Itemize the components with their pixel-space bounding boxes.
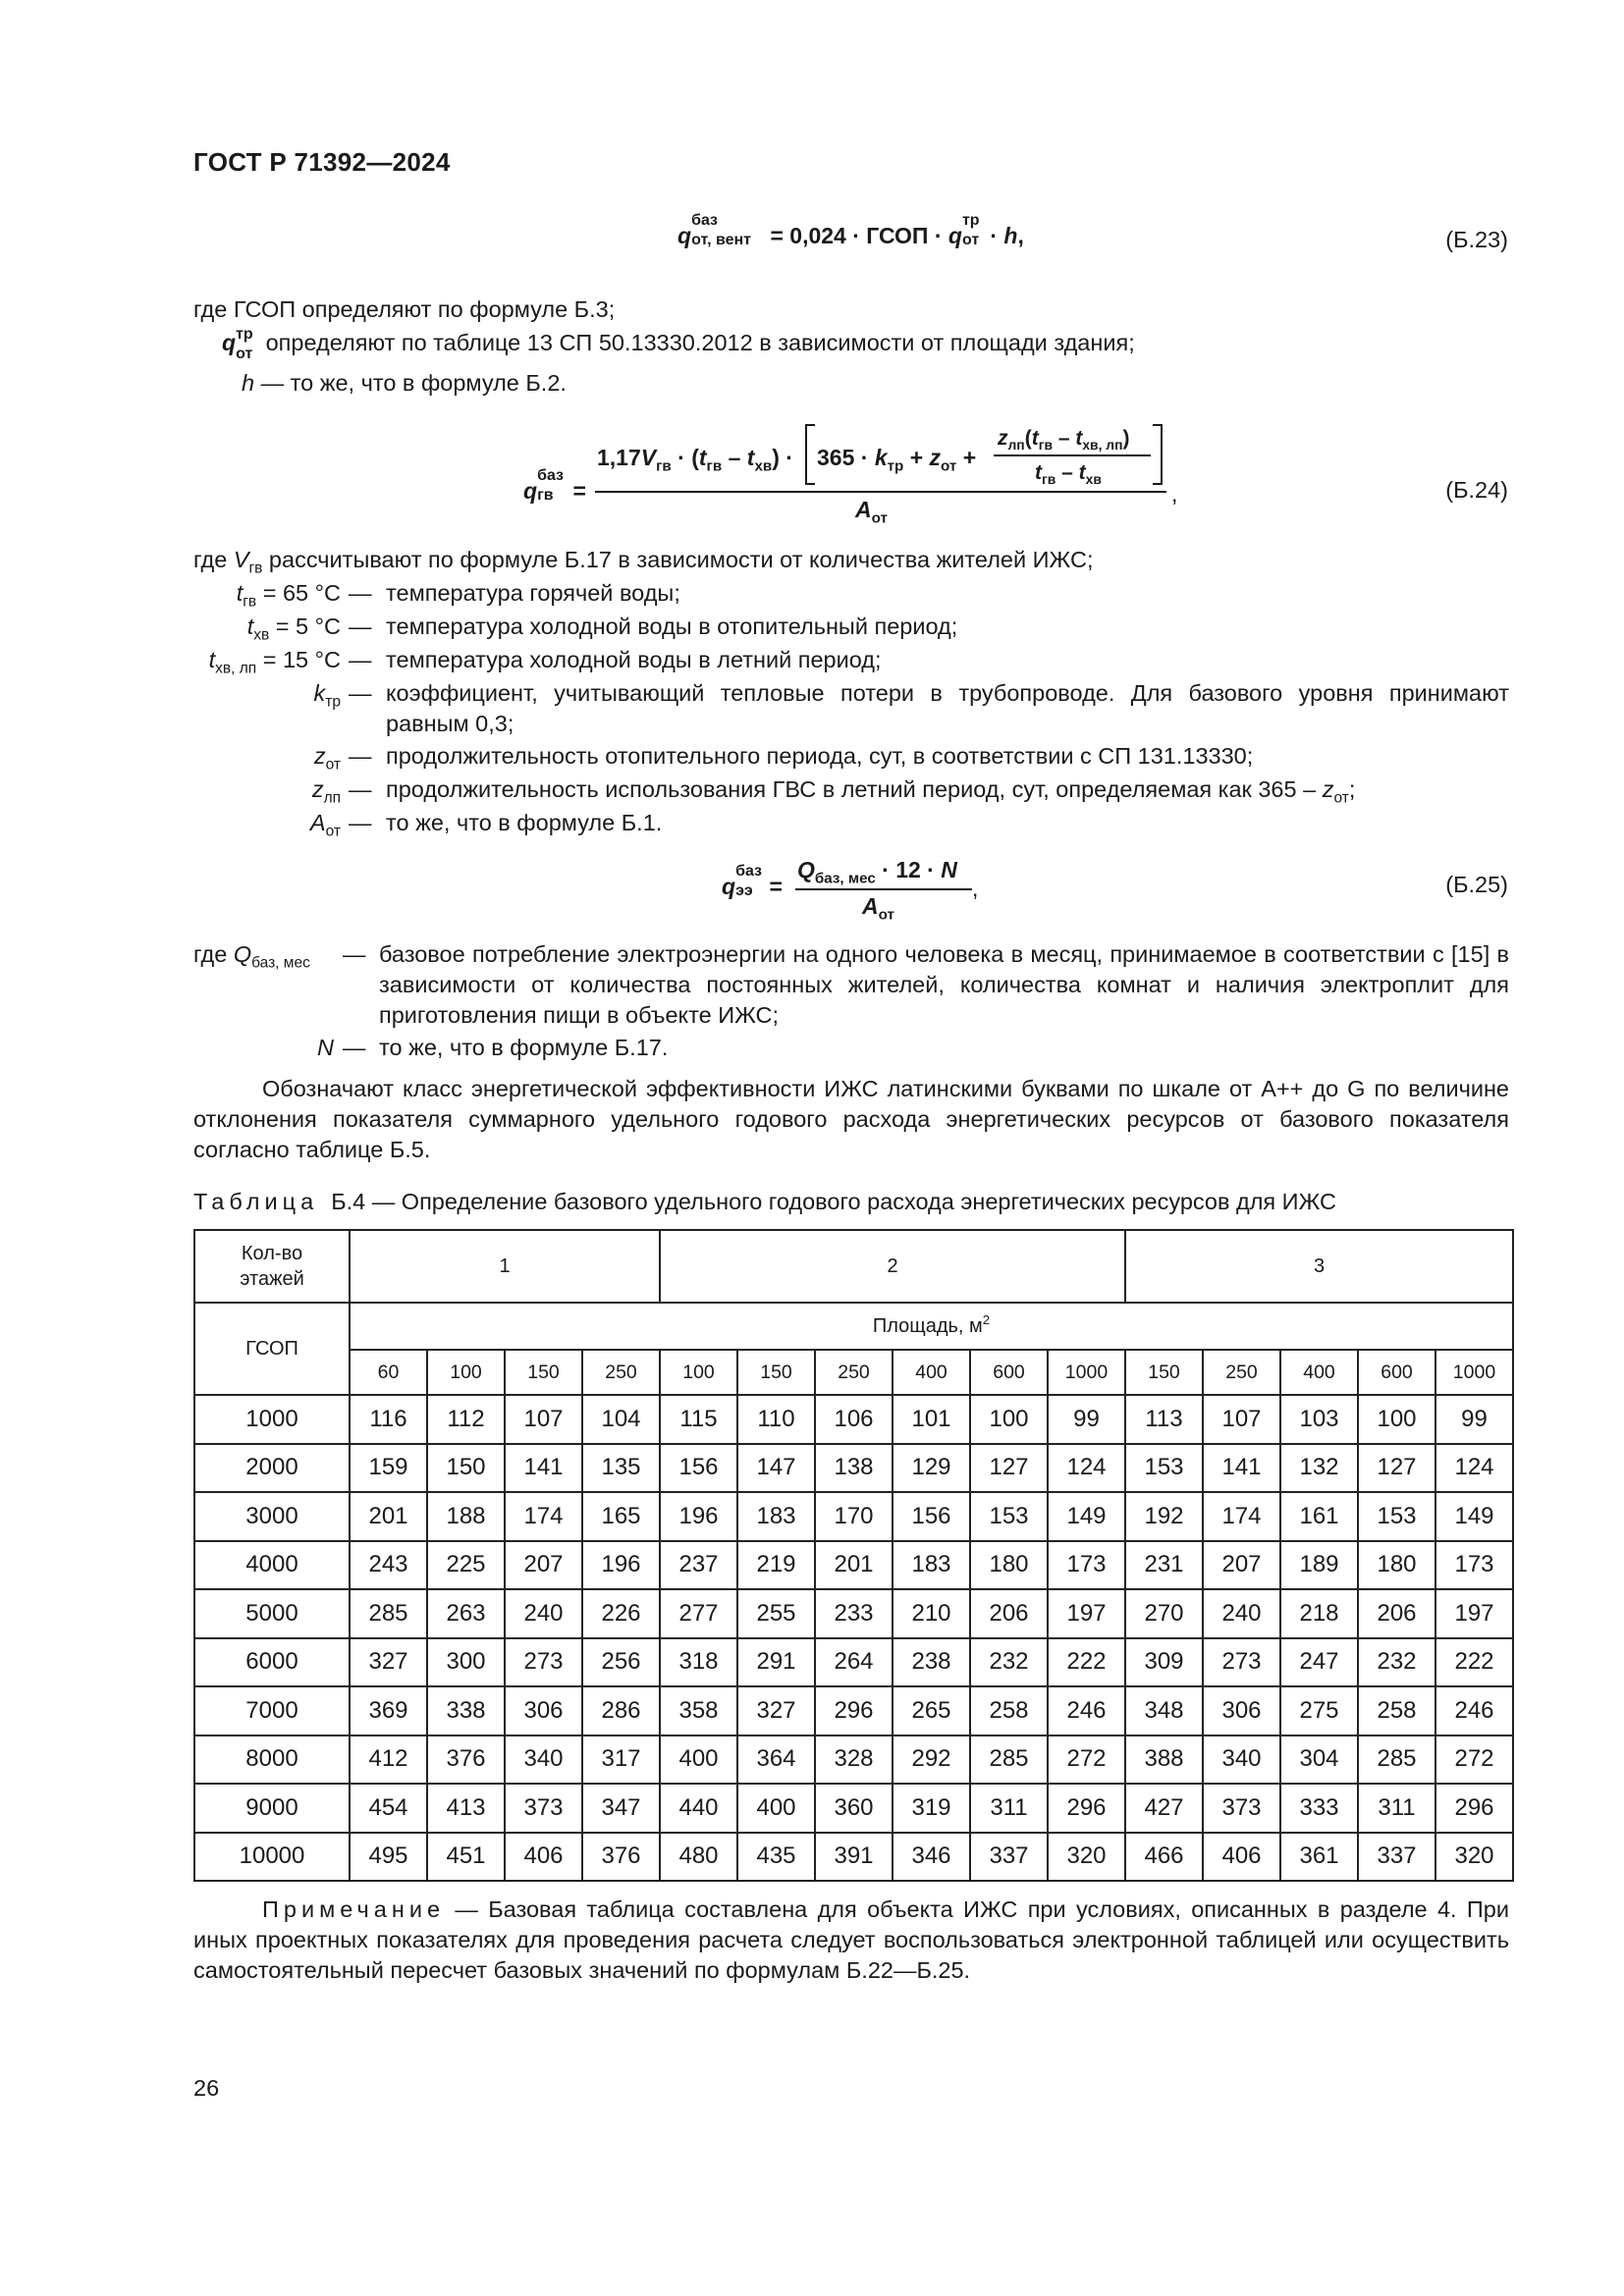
def-dash: —	[349, 680, 372, 706]
gsop-cell: 8000	[194, 1735, 350, 1785]
value-cell: 358	[660, 1686, 737, 1735]
value-cell: 427	[1125, 1784, 1203, 1833]
value-cell: 327	[737, 1686, 815, 1735]
value-cell: 376	[427, 1735, 505, 1785]
value-cell: 156	[660, 1444, 737, 1493]
value-cell: 240	[505, 1589, 582, 1638]
def-text-zlp: продолжительность использования ГВС в летний период, сут, определяемая как 365 –	[386, 776, 1317, 802]
floors-header: 2	[660, 1230, 1125, 1303]
table-row	[194, 1589, 1513, 1638]
formula-b24-bracket-content: $365 \cdot k_{тр} + z_{от}$ +	[817, 445, 977, 475]
def-text: температура холодной воды в отопительный период;	[386, 614, 958, 639]
area-header-cell: 1000	[1048, 1350, 1125, 1395]
value-cell: 304	[1280, 1735, 1358, 1785]
value-cell: 338	[427, 1686, 505, 1735]
para1-line3	[242, 368, 567, 399]
value-cell: 265	[893, 1686, 970, 1735]
value-cell: 346	[893, 1833, 970, 1882]
value-cell: 369	[350, 1686, 427, 1735]
value-cell: 113	[1125, 1395, 1203, 1444]
value-cell: 207	[1203, 1541, 1280, 1590]
value-cell: 273	[505, 1638, 582, 1687]
value-cell: 327	[350, 1638, 427, 1687]
formula-b24-bracket-left	[805, 424, 815, 485]
defs1-intro-b: рассчитывают по формуле Б.17 в зависимости от количества жителей ИЖС;	[262, 547, 1094, 572]
def-dash: —	[349, 580, 372, 606]
value-cell: 99	[1435, 1395, 1513, 1444]
def-symbol: $t_{гв} = 65$ °C	[236, 580, 341, 611]
value-cell: 106	[815, 1395, 893, 1444]
value-cell: 320	[1435, 1833, 1513, 1882]
area-header-cell: 100	[427, 1350, 505, 1395]
value-cell: 311	[1358, 1784, 1435, 1833]
value-cell: 225	[427, 1541, 505, 1590]
value-cell: 127	[1358, 1444, 1435, 1493]
value-cell: 107	[1203, 1395, 1280, 1444]
value-cell: 218	[1280, 1589, 1358, 1638]
table-caption-text: Б.4 — Определение базового удельного годового расхода энергетических ресурсов для ИЖС	[331, 1189, 1336, 1214]
gsop-cell: 7000	[194, 1686, 350, 1735]
value-cell: 291	[737, 1638, 815, 1687]
value-cell: 300	[427, 1638, 505, 1687]
value-cell: 319	[893, 1784, 970, 1833]
table-row	[194, 1395, 1513, 1444]
value-cell: 197	[1435, 1589, 1513, 1638]
gsop-cell: 5000	[194, 1589, 350, 1638]
value-cell: 333	[1280, 1784, 1358, 1833]
gsop-cell: 1000	[194, 1395, 350, 1444]
floors-header: 3	[1125, 1230, 1513, 1303]
value-cell: 192	[1125, 1492, 1203, 1541]
value-cell: 149	[1048, 1492, 1125, 1541]
value-cell: 132	[1280, 1444, 1358, 1493]
area-header-cell: 150	[1125, 1350, 1203, 1395]
value-cell: 480	[660, 1833, 737, 1882]
value-cell: 153	[1358, 1492, 1435, 1541]
defs2-q-text: базовое потребление электроэнергии на одного человека в месяц, принимаемое в соответствии с [15] в зависимости от количества постоянных жителей, количества комнат и наличия электроплит для приготовления пищи в объекте ИЖС;	[379, 941, 1509, 1028]
value-cell: 173	[1435, 1541, 1513, 1590]
area-header-cell: 400	[1280, 1350, 1358, 1395]
value-cell: 100	[1358, 1395, 1435, 1444]
value-cell: 101	[893, 1395, 970, 1444]
value-cell: 240	[1203, 1589, 1280, 1638]
value-cell: 328	[815, 1735, 893, 1785]
value-cell: 100	[970, 1395, 1048, 1444]
para1-line2-text: определяют по таблице 13 СП 50.13330.2012 в зависимости от площади здания;	[265, 330, 1135, 355]
area-header-cell: 250	[1203, 1350, 1280, 1395]
value-cell: 116	[350, 1395, 427, 1444]
value-cell: 273	[1203, 1638, 1280, 1687]
value-cell: 183	[737, 1492, 815, 1541]
value-cell: 277	[660, 1589, 737, 1638]
value-cell: 180	[1358, 1541, 1435, 1590]
value-cell: 466	[1125, 1833, 1203, 1882]
formula-b24-denominator: $A_{от}$	[855, 497, 888, 527]
value-cell: 373	[1203, 1784, 1280, 1833]
area-header-cell: 150	[737, 1350, 815, 1395]
value-cell: 232	[1358, 1638, 1435, 1687]
value-cell: 400	[660, 1735, 737, 1785]
def-symbol: $A_{от}$	[309, 810, 341, 840]
value-cell: 256	[582, 1638, 660, 1687]
formula-b24-inner-fraction-line	[994, 454, 1151, 456]
area-header-cell: 400	[893, 1350, 970, 1395]
table-caption	[193, 1187, 1336, 1217]
value-cell: 174	[505, 1492, 582, 1541]
value-cell: 159	[350, 1444, 427, 1493]
para1-line3-text: — то же, что в формуле Б.2.	[260, 370, 567, 396]
value-cell: 243	[350, 1541, 427, 1590]
value-cell: 173	[1048, 1541, 1125, 1590]
value-cell: 153	[1125, 1444, 1203, 1493]
value-cell: 150	[427, 1444, 505, 1493]
value-cell: 161	[1280, 1492, 1358, 1541]
para1-h-symbol: h	[242, 370, 255, 396]
value-cell: 348	[1125, 1686, 1203, 1735]
def-dash: —	[343, 1035, 366, 1060]
para1-line1: где ГСОП определяют по формуле Б.3;	[193, 296, 616, 322]
value-cell: 435	[737, 1833, 815, 1882]
value-cell: 196	[582, 1541, 660, 1590]
defs2-symbol: где $Q_{баз, мес}$	[193, 941, 310, 972]
value-cell: 285	[1358, 1735, 1435, 1785]
value-cell: 153	[970, 1492, 1048, 1541]
formula-b25-number: (Б.25)	[1445, 872, 1508, 897]
value-cell: 318	[660, 1638, 737, 1687]
value-cell: 99	[1048, 1395, 1125, 1444]
gsop-cell: 10000	[194, 1833, 350, 1882]
value-cell: 104	[582, 1395, 660, 1444]
formula-b25-lhs: q баз ээ =	[722, 863, 783, 899]
def-symbol: $z_{от}$	[313, 743, 341, 774]
value-cell: 337	[1358, 1833, 1435, 1882]
value-cell: 376	[582, 1833, 660, 1882]
value-cell: 174	[1203, 1492, 1280, 1541]
table-row	[194, 1686, 1513, 1735]
value-cell: 233	[815, 1589, 893, 1638]
gsop-cell: 3000	[194, 1492, 350, 1541]
value-cell: 340	[505, 1735, 582, 1785]
defs1-intro-a: где	[193, 547, 234, 572]
value-cell: 246	[1435, 1686, 1513, 1735]
table-row	[194, 1638, 1513, 1687]
value-cell: 141	[505, 1444, 582, 1493]
gsop-cell: 2000	[194, 1444, 350, 1493]
value-cell: 246	[1048, 1686, 1125, 1735]
value-cell: 311	[970, 1784, 1048, 1833]
formula-b24-inner-numerator: $z_{лп}(t_{гв} - t_{хв, лп})$	[998, 427, 1130, 453]
value-cell: 258	[970, 1686, 1048, 1735]
table-row	[194, 1541, 1513, 1590]
value-cell: 219	[737, 1541, 815, 1590]
value-cell: 388	[1125, 1735, 1203, 1785]
area-header-cell: 100	[660, 1350, 737, 1395]
gsop-cell: 6000	[194, 1638, 350, 1687]
paragraph-energy-class: Обозначают класс энергетической эффективности ИЖС латинскими буквами по шкале от A++ до G по величине отклонения показателя суммарного удельного годового расхода энергетических ресурсов от базового показателя согласно таблице Б.5.	[193, 1076, 1509, 1162]
formula-b24-lhs: q баз гв =	[523, 467, 586, 504]
value-cell: 454	[350, 1784, 427, 1833]
value-cell: 320	[1048, 1833, 1125, 1882]
defs2-n-symbol: N	[317, 1035, 334, 1060]
value-cell: 127	[970, 1444, 1048, 1493]
value-cell: 237	[660, 1541, 737, 1590]
gsop-cell: 9000	[194, 1784, 350, 1833]
value-cell: 317	[582, 1735, 660, 1785]
table-row	[194, 1492, 1513, 1541]
value-cell: 231	[1125, 1541, 1203, 1590]
value-cell: 103	[1280, 1395, 1358, 1444]
value-cell: 347	[582, 1784, 660, 1833]
value-cell: 226	[582, 1589, 660, 1638]
value-cell: 197	[1048, 1589, 1125, 1638]
area-header-cell: 150	[505, 1350, 582, 1395]
value-cell: 222	[1048, 1638, 1125, 1687]
value-cell: 406	[1203, 1833, 1280, 1882]
value-cell: 286	[582, 1686, 660, 1735]
value-cell: 138	[815, 1444, 893, 1493]
value-cell: 210	[893, 1589, 970, 1638]
value-cell: 361	[1280, 1833, 1358, 1882]
value-cell: 170	[815, 1492, 893, 1541]
value-cell: 272	[1048, 1735, 1125, 1785]
area-header-cell: 250	[582, 1350, 660, 1395]
value-cell: 156	[893, 1492, 970, 1541]
def-symbol: $t_{хв} = 5$ °C	[246, 614, 341, 644]
value-cell: 206	[970, 1589, 1048, 1638]
def-symbol: $k_{тр}$	[313, 680, 341, 711]
formula-b25-fraction-line	[795, 888, 972, 890]
value-cell: 196	[660, 1492, 737, 1541]
value-cell: 285	[350, 1589, 427, 1638]
formula-b23-number: (Б.23)	[1445, 227, 1508, 252]
value-cell: 400	[737, 1784, 815, 1833]
value-cell: 263	[427, 1589, 505, 1638]
value-cell: 413	[427, 1784, 505, 1833]
value-cell: 406	[505, 1833, 582, 1882]
energy-table	[193, 1229, 1514, 1882]
note-text: — Базовая таблица составлена для объекта ИЖС при условиях, описанных в разделе 4. При иных проектных показателях для проведения расчета следует воспользоваться электронной таблицей или осуществить самостоятельный пересчет базовых значений по формулам Б.22—Б.25.	[193, 1896, 1509, 1983]
value-cell: 360	[815, 1784, 893, 1833]
formula-b24-comma: ,	[1171, 481, 1178, 507]
area-header-cell: 600	[970, 1350, 1048, 1395]
def-symbol: $t_{хв, лп} = 15$ °C	[208, 647, 341, 677]
value-cell: 275	[1280, 1686, 1358, 1735]
value-cell: 112	[427, 1395, 505, 1444]
value-cell: 285	[970, 1735, 1048, 1785]
value-cell: 255	[737, 1589, 815, 1638]
formula-b24-numerator: $1,17V_{гв} \cdot (t_{гв} - t_{хв})$ ·	[597, 445, 793, 475]
value-cell: 201	[815, 1541, 893, 1590]
area-header-cell: 250	[815, 1350, 893, 1395]
value-cell: 373	[505, 1784, 582, 1833]
value-cell: 201	[350, 1492, 427, 1541]
floors-label-cell: Кол-во этажей	[194, 1230, 350, 1303]
formula-b23: q баз от, вент = 0,024 · ГСОП · q тр от · h,	[677, 212, 1024, 248]
floors-header: 1	[350, 1230, 660, 1303]
formula-b25-numerator: $Q_{баз, мес} \cdot 12 \cdot N$	[797, 857, 957, 887]
defs1-intro: где $V_{гв}$ рассчитывают по формуле Б.17 в зависимости от количества жителей ИЖС;	[193, 547, 1094, 577]
table-caption-label: Таблица	[193, 1189, 319, 1214]
value-cell: 206	[1358, 1589, 1435, 1638]
note-label: Примечание	[262, 1896, 446, 1922]
def-text: коэффициент, учитывающий тепловые потери в трубопроводе. Для базового уровня принимают равным 0,3;	[386, 680, 1509, 736]
formula-b25-denominator: $A_{от}$	[862, 893, 894, 924]
value-cell: 129	[893, 1444, 970, 1493]
def-dash: —	[349, 647, 372, 672]
value-cell: 296	[1048, 1784, 1125, 1833]
def-text: продолжительность использования ГВС в летний период, сут, определяемая как $365 - z_{от}$;	[386, 776, 1356, 807]
def-dash: —	[349, 614, 372, 639]
gsop-cell: 4000	[194, 1541, 350, 1590]
def-dash: —	[343, 941, 366, 967]
def-symbol: $z_{лп}$	[311, 776, 341, 807]
area-header-cell: 1000	[1435, 1350, 1513, 1395]
value-cell: 247	[1280, 1638, 1358, 1687]
area-header-cell: 600	[1358, 1350, 1435, 1395]
value-cell: 412	[350, 1735, 427, 1785]
value-cell: 222	[1435, 1638, 1513, 1687]
value-cell: 188	[427, 1492, 505, 1541]
def-dash: —	[349, 776, 372, 802]
page-number: 26	[193, 2075, 220, 2101]
value-cell: 264	[815, 1638, 893, 1687]
value-cell: 451	[427, 1833, 505, 1882]
value-cell: 207	[505, 1541, 582, 1590]
value-cell: 309	[1125, 1638, 1203, 1687]
value-cell: 165	[582, 1492, 660, 1541]
def-text: продолжительность отопительного периода, сут, в соответствии с СП 131.13330;	[386, 743, 1254, 769]
def-dash: —	[349, 743, 372, 769]
value-cell: 135	[582, 1444, 660, 1493]
formula-b24-inner-denominator: $t_{гв} - t_{хв}$	[1035, 461, 1102, 487]
defs2-n-text: то же, что в формуле Б.17.	[379, 1035, 669, 1060]
document-header: ГОСТ Р 71392—2024	[193, 147, 451, 177]
value-cell: 440	[660, 1784, 737, 1833]
area-header-cell: 60	[350, 1350, 427, 1395]
value-cell: 495	[350, 1833, 427, 1882]
formula-b24-number: (Б.24)	[1445, 477, 1508, 503]
value-cell: 238	[893, 1638, 970, 1687]
value-cell: 296	[815, 1686, 893, 1735]
value-cell: 141	[1203, 1444, 1280, 1493]
value-cell: 306	[1203, 1686, 1280, 1735]
value-cell: 149	[1435, 1492, 1513, 1541]
value-cell: 124	[1048, 1444, 1125, 1493]
value-cell: 340	[1203, 1735, 1280, 1785]
value-cell: 364	[737, 1735, 815, 1785]
value-cell: 124	[1435, 1444, 1513, 1493]
table-row	[194, 1833, 1513, 1882]
value-cell: 270	[1125, 1589, 1203, 1638]
value-cell: 391	[815, 1833, 893, 1882]
value-cell: 306	[505, 1686, 582, 1735]
value-cell: 189	[1280, 1541, 1358, 1590]
value-cell: 115	[660, 1395, 737, 1444]
table-row	[194, 1444, 1513, 1493]
value-cell: 232	[970, 1638, 1048, 1687]
formula-b24-fraction-line	[595, 491, 1166, 493]
def-dash: —	[349, 810, 372, 835]
para1-line2: q тр от определяют по таблице 13 СП 50.13330.2012 в зависимости от площади здания;	[222, 326, 1135, 362]
def-text: температура холодной воды в летний период;	[386, 647, 882, 672]
value-cell: 258	[1358, 1686, 1435, 1735]
table-note	[193, 1895, 1509, 1986]
def-text: температура горячей воды;	[386, 580, 680, 606]
value-cell: 183	[893, 1541, 970, 1590]
value-cell: 107	[505, 1395, 582, 1444]
def-text: то же, что в формуле Б.1.	[386, 810, 663, 835]
value-cell: 292	[893, 1735, 970, 1785]
area-label-cell: Площадь, $м^2$	[350, 1303, 1513, 1350]
formula-b24-bracket-right	[1153, 424, 1163, 485]
value-cell: 272	[1435, 1735, 1513, 1785]
table-row	[194, 1735, 1513, 1785]
value-cell: 337	[970, 1833, 1048, 1882]
formula-b25-comma: ,	[972, 876, 979, 901]
table-row	[194, 1784, 1513, 1833]
value-cell: 180	[970, 1541, 1048, 1590]
gsop-label-cell: ГСОП	[194, 1303, 350, 1395]
value-cell: 296	[1435, 1784, 1513, 1833]
value-cell: 147	[737, 1444, 815, 1493]
value-cell: 110	[737, 1395, 815, 1444]
